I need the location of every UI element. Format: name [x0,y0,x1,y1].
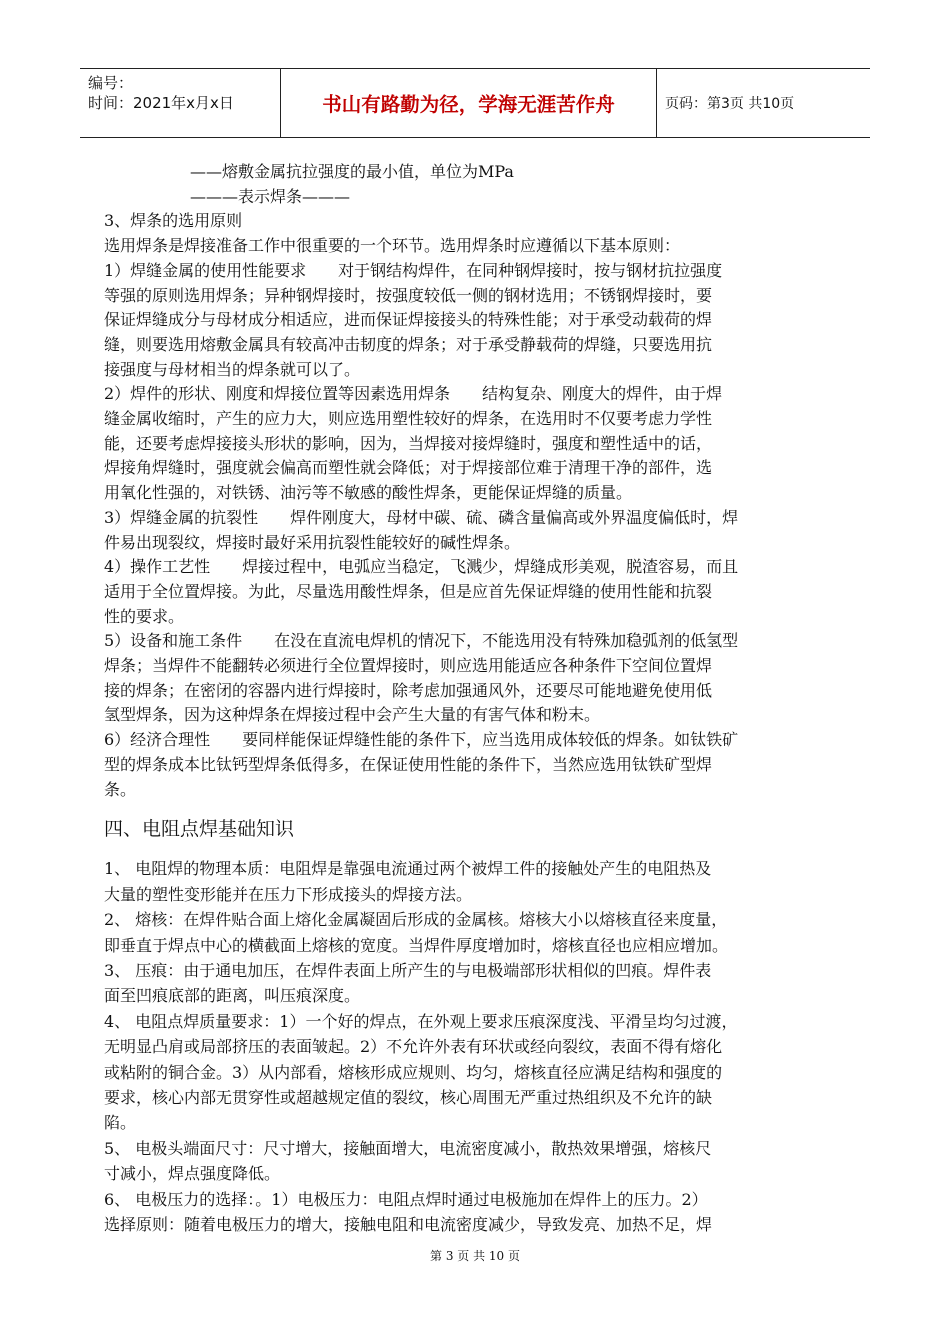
paragraph-line: 接的焊条；在密闭的容器内进行焊接时，除考虑加强通风外，还要尽可能地避免使用低 [104,680,713,700]
paragraph-line: 1）焊缝金属的使用性能要求 对于钢结构焊件，在同种钢焊接时，按与钢材抗拉强度 [104,260,723,280]
paragraph-line: 3）焊缝金属的抗裂性 焊件刚度大，母材中碳、硫、磷含量偏高或外界温度偏低时，焊 [104,507,739,527]
number-label: 编号： [88,74,134,92]
paragraph-line: 2）焊件的形状、刚度和焊接位置等因素选用焊条 结构复杂、刚度大的焊件，由于焊 [104,384,723,404]
paragraph-line: 等强的原则选用焊条；异种钢焊接时，按强度较低一侧的钢材选用；不锈钢焊接时，要 [104,285,713,305]
page-header [80,68,870,138]
paragraph-line: 缝，则要选用熔敷金属具有较高冲击韧度的焊条；对于承受静载荷的焊缝，只要选用抗 [104,334,713,354]
paragraph-line: 性的要求。 [104,606,185,626]
date-label: 时间：2021年x月x日 [88,94,234,112]
paragraph-line: 焊条；当焊件不能翻转必须进行全位置焊接时，则应选用能适应各种条件下空间位置焊 [104,656,713,676]
paragraph-line: 4、 电阻点焊质量要求：1）一个好的焊点，在外观上要求压痕深度浅、平滑呈均匀过渡， [104,1011,738,1031]
paragraph-line: 4）操作工艺性 焊接过程中，电弧应当稳定，飞溅少，焊缝成形美观，脱渣容易，而且 [104,557,739,577]
document-body [104,160,846,1237]
intro-line-1: ——熔敷金属抗拉强度的最小值，单位为MPa [190,162,514,181]
paragraph-line: 5）设备和施工条件 在没在直流电焊机的情况下，不能选用没有特殊加稳弧剂的低氢型 [104,631,739,651]
paragraph-line: 适用于全位置焊接。为此，尽量选用酸性焊条，但是应首先保证焊缝的使用性能和抗裂 [104,581,713,601]
paragraph-line: 3、焊条的选用原则 [104,211,243,231]
paragraph-line: 6、 电极压力的选择：。1）电极压力：电阻点焊时通过电极施加在焊件上的压力。2） [104,1189,708,1209]
paragraph-line: 保证焊缝成分与母材成分相适应，进而保证焊接接头的特殊性能；对于承受动载荷的焊 [104,310,713,330]
paragraph-line: 陷。 [104,1113,137,1133]
paragraph-line: 6）经济合理性 要同样能保证焊缝性能的条件下，应当选用成体较低的焊条。如钛铁矿 [104,730,739,750]
paragraph-line: 能，还要考虑焊接接头形状的影响，因为，当焊接对接焊缝时，强度和塑性适中的话， [104,433,713,453]
header-motto: 书山有路勤为径，学海无涯苦作舟 [281,69,657,137]
paragraph-line: 型的焊条成本比钛钙型焊条低得多，在保证使用性能的条件下，当然应选用钛铁矿型焊 [104,754,713,774]
paragraph-line: 选择原则：随着电极压力的增大，接触电阻和电流密度减少，导致发亮、加热不足，焊 [104,1214,713,1234]
page-footer: 第 3 页 共 10 页 [430,1249,520,1263]
paragraph-line: 缝金属收缩时，产生的应力大，则应选用塑性较好的焊条，在选用时不仅要考虑力学性 [104,409,713,429]
paragraph-line: 2、 熔核：在焊件贴合面上熔化金属凝固后形成的金属核。熔核大小以熔核直径来度量， [104,910,728,930]
paragraph-line: 焊接角焊缝时，强度就会偏高而塑性就会降低；对于焊接部位难于清理干净的部件，选 [104,458,713,478]
paragraph-line: 1、 电阻焊的物理本质：电阻焊是靠强电流通过两个被焊工件的接触处产生的电阻热及 [104,859,712,879]
paragraph-line: 氢型焊条，因为这种焊条在焊接过程中会产生大量的有害气体和粉末。 [104,705,601,725]
section-4-heading: 四、电阻点焊基础知识 [104,818,295,841]
header-meta [80,69,281,137]
paragraph-line: 5、 电极头端面尺寸：尺寸增大，接触面增大，电流密度减小，散热效果增强，熔核尺 [104,1138,712,1158]
paragraph-line: 无明显凸肩或局部挤压的表面皱起。2）不允许外表有环状或经向裂纹，表面不得有熔化 [104,1037,723,1057]
section-3 [104,209,846,802]
paragraph-line: 件易出现裂纹，焊接时最好采用抗裂性能较好的碱性焊条。 [104,532,521,552]
paragraph-line: 即垂直于焊点中心的横截面上熔核的宽度。当焊件厚度增加时，熔核直径也应相应增加。 [104,935,729,955]
intro-line-2: ———表示焊条——— [190,186,351,206]
paragraph-line: 要求，核心内部无贯穿性或超越规定值的裂纹，核心周围无严重过热组织及不允许的缺 [104,1087,713,1107]
paragraph-line: 或粘附的铜合金。3）从内部看，熔核形成应规则、均匀，熔核直径应满足结构和强度的 [104,1062,723,1082]
paragraph-line: 选用焊条是焊接准备工作中很重要的一个环节。选用焊条时应遵循以下基本原则： [104,236,681,256]
section-4 [104,856,846,1237]
paragraph-line: 3、 压痕：由于通电加压，在焊件表面上所产生的与电极端部形状相似的凹痕。焊件表 [104,960,712,980]
paragraph-line: 面至凹痕底部的距离，叫压痕深度。 [104,986,361,1006]
paragraph-line: 大量的塑性变形能并在压力下形成接头的焊接方法。 [104,884,473,904]
paragraph-line: 接强度与母材相当的焊条就可以了。 [104,359,361,379]
paragraph-line: 用氧化性强的，对铁锈、油污等不敏感的酸性焊条，更能保证焊缝的质量。 [104,483,633,503]
paragraph-line: 条。 [104,779,137,799]
header-page-label: 页码：第3页 共10页 [665,96,795,112]
paragraph-line: 寸减小，焊点强度降低。 [104,1164,281,1184]
